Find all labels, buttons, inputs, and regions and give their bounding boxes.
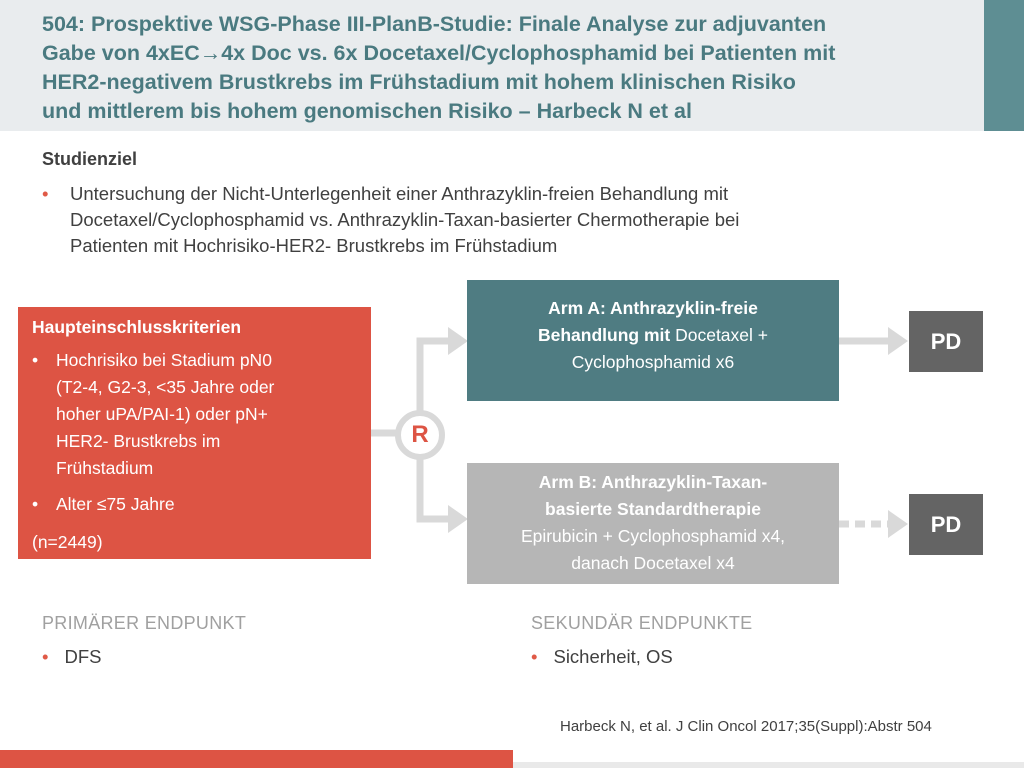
pd-box-arm-b: PD [909, 494, 983, 555]
criterion-2-line: Alter ≤75 Jahre [56, 494, 175, 514]
title-line-1: 504: Prospektive WSG-Phase III-PlanB-Studie: Finale Analyse zur adjuvanten [42, 12, 827, 36]
primary-endpoint-heading: PRIMÄRER ENDPUNKT [42, 613, 247, 633]
title-line-4: und mittlerem bis hohem genomischen Risiko – Harbeck N et al [42, 99, 692, 123]
arm-b-box [467, 463, 839, 584]
secondary-endpoint-item [531, 646, 673, 668]
secondary-endpoint-heading: SEKUNDÄR ENDPUNKTE [531, 613, 753, 633]
reference-citation: Harbeck N, et al. J Clin Oncol 2017;35(Suppl):Abstr 504 [560, 718, 932, 735]
study-goal-line-1: Untersuchung der Nicht-Unterlegenheit einer Anthrazyklin-freien Behandlung mit [70, 183, 729, 204]
arm-b-line-4: danach Docetaxel x4 [571, 553, 735, 573]
footer-grey-line [513, 762, 1024, 768]
criterion-1-line-1: Hochrisiko bei Stadium pN0 [56, 350, 272, 370]
primary-endpoint-item [42, 646, 101, 668]
primary-endpoint-text: DFS [64, 646, 102, 667]
inclusion-heading: Haupteinschlusskriterien [32, 317, 242, 337]
secondary-endpoint-text: Sicherheit, OS [553, 646, 673, 667]
arm-a-line-1: Arm A: Anthrazyklin-freie [548, 298, 758, 318]
arrowhead-pd-b [888, 510, 908, 538]
criterion-1-line-3: hoher uPA/PAI-1) oder pN+ [56, 404, 268, 424]
patient-count: (n=2449) [32, 532, 103, 552]
footer-accent-bar [0, 750, 513, 768]
arm-a-line-2 [467, 322, 839, 349]
arm-a-line-2-rest: Docetaxel + [675, 325, 768, 345]
criterion-1-text [56, 347, 356, 482]
arrowhead-arm-a [448, 327, 468, 355]
connector-r-to-arm-b [420, 455, 452, 519]
criterion-1-line-4: HER2- Brustkrebs im [56, 431, 221, 451]
study-goal-heading: Studienziel [42, 149, 138, 169]
bullet-marker: • [32, 494, 39, 514]
inclusion-criteria-box [18, 307, 371, 559]
criterion-1-line-5: Frühstadium [56, 458, 154, 478]
bullet-marker: • [42, 646, 49, 667]
bullet-marker: • [531, 646, 538, 667]
bullet-marker: • [32, 350, 39, 370]
connector-r-to-arm-a [420, 341, 452, 411]
study-goal-line-3: Patienten mit Hochrisiko-HER2- Brustkrebs im Frühstadium [70, 235, 558, 256]
arm-a-line-2-bold: Behandlung mit [538, 325, 671, 345]
criterion-1-line-2: (T2-4, G2-3, <35 Jahre oder [56, 377, 275, 397]
pd-box-arm-a: PD [909, 311, 983, 372]
arm-b-line-1: Arm B: Anthrazyklin-Taxan- [538, 472, 768, 492]
arrowhead-pd-a [888, 327, 908, 355]
arm-b-line-2: basierte Standardtherapie [545, 499, 761, 519]
study-goal-line-2: Docetaxel/Cyclophosphamid vs. Anthrazyklin-Taxan-basierter Chermotherapie bei [70, 209, 740, 230]
arm-a-box [467, 280, 839, 401]
title-line-3: HER2-negativem Brustkrebs im Frühstadium mit hohem klinischen Risiko [42, 70, 796, 94]
arm-b-line-3: Epirubicin + Cyclophosphamid x4, [520, 526, 786, 546]
arrowhead-arm-b [448, 505, 468, 533]
title-line-2: Gabe von 4xEC→4x Doc vs. 6x Docetaxel/Cyclophosphamid bei Patienten mit [42, 41, 836, 65]
randomization-label: R [411, 421, 429, 448]
criterion-2-text [56, 491, 356, 518]
arm-a-line-3: Cyclophosphamid x6 [571, 352, 735, 372]
bullet-marker: • [42, 183, 49, 204]
